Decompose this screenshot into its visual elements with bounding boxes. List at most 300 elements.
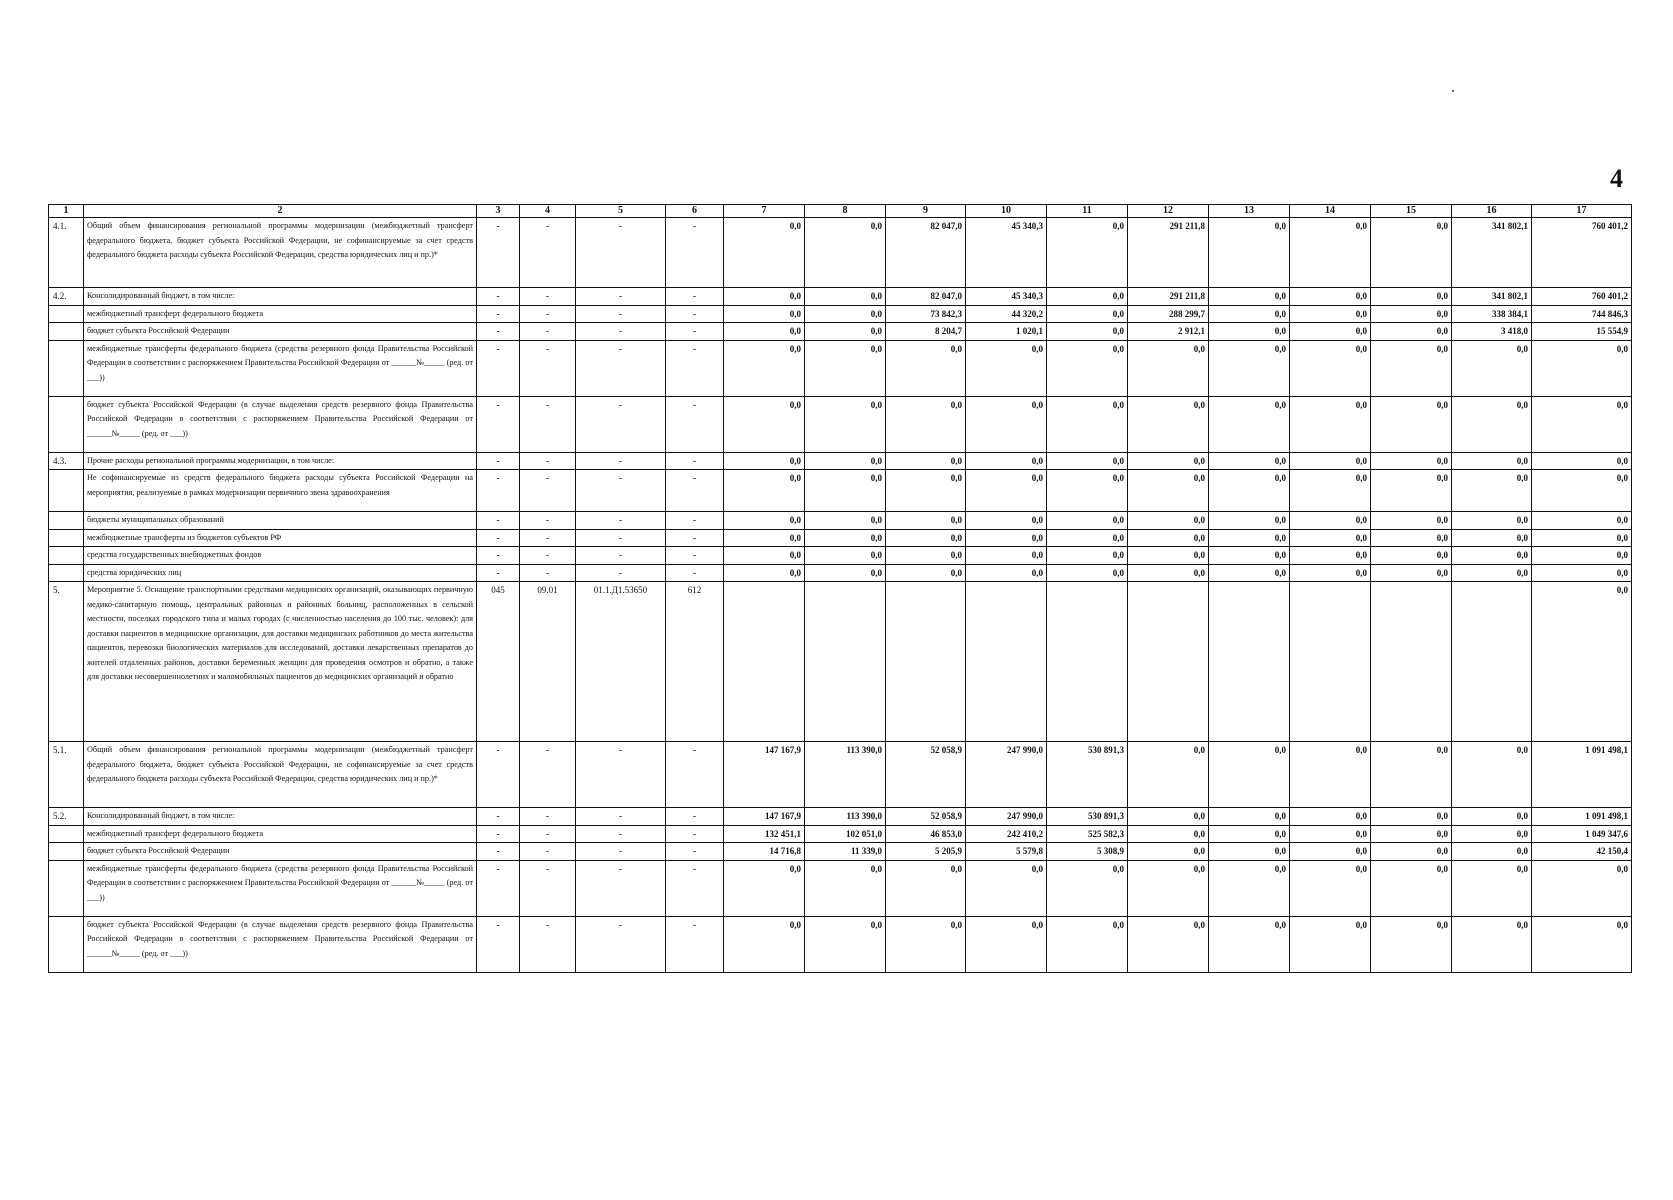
column-header-11: 11 (1047, 205, 1128, 218)
value-cell-col-7 (724, 582, 805, 742)
value-cell-col-10 (966, 582, 1047, 742)
row-index (49, 529, 84, 547)
value-cell-col-10: 0,0 (966, 340, 1047, 396)
value-cell-col-17: 1 091 498,1 (1532, 808, 1632, 826)
value-cell-col-14: 0,0 (1290, 808, 1371, 826)
value-cell-col-8: 0,0 (805, 340, 886, 396)
column-header-7: 7 (724, 205, 805, 218)
value-cell-col-11: 0,0 (1047, 340, 1128, 396)
target-article-cell: - (576, 742, 666, 808)
value-cell-col-15: 0,0 (1371, 742, 1452, 808)
value-cell-col-13: 0,0 (1209, 547, 1290, 565)
column-header-4: 4 (520, 205, 576, 218)
section-cell: - (520, 843, 576, 861)
column-header-1: 1 (49, 205, 84, 218)
value-cell-col-12: 0,0 (1128, 529, 1209, 547)
section-cell: - (520, 340, 576, 396)
target-article-cell: - (576, 452, 666, 470)
expense-type-cell: - (666, 529, 724, 547)
scan-speck (1452, 90, 1454, 92)
value-cell-col-11: 0,0 (1047, 512, 1128, 530)
value-cell-col-13: 0,0 (1209, 340, 1290, 396)
value-cell-col-10: 0,0 (966, 916, 1047, 972)
value-cell-col-9: 82 047,0 (886, 288, 966, 306)
value-cell-col-8: 0,0 (805, 529, 886, 547)
target-article-cell: - (576, 340, 666, 396)
section-cell: - (520, 529, 576, 547)
value-cell-col-12: 288 299,7 (1128, 305, 1209, 323)
value-cell-col-17: 42 150,4 (1532, 843, 1632, 861)
value-cell-col-15: 0,0 (1371, 843, 1452, 861)
grbs-cell: - (477, 808, 520, 826)
value-cell-col-8: 113 390,0 (805, 808, 886, 826)
value-cell-col-11: 0,0 (1047, 452, 1128, 470)
table-row (49, 529, 1632, 547)
value-cell-col-10: 45 340,3 (966, 218, 1047, 288)
column-header-8: 8 (805, 205, 886, 218)
value-cell-col-10: 0,0 (966, 512, 1047, 530)
row-index: 4.3. (49, 452, 84, 470)
section-cell: - (520, 916, 576, 972)
value-cell-col-16: 0,0 (1452, 529, 1532, 547)
value-cell-col-8: 0,0 (805, 512, 886, 530)
expense-type-cell: - (666, 564, 724, 582)
expense-type-cell: - (666, 452, 724, 470)
value-cell-col-8: 0,0 (805, 305, 886, 323)
value-cell-col-7: 0,0 (724, 860, 805, 916)
row-description: средства юридических лиц (84, 564, 477, 582)
value-cell-col-13: 0,0 (1209, 529, 1290, 547)
value-cell-col-12: 0,0 (1128, 916, 1209, 972)
grbs-cell: - (477, 396, 520, 452)
value-cell-col-7: 0,0 (724, 529, 805, 547)
column-header-17: 17 (1532, 205, 1632, 218)
expense-type-cell: - (666, 825, 724, 843)
row-index: 4.2. (49, 288, 84, 306)
value-cell-col-8: 0,0 (805, 564, 886, 582)
value-cell-col-14: 0,0 (1290, 512, 1371, 530)
section-cell: - (520, 825, 576, 843)
value-cell-col-9: 0,0 (886, 916, 966, 972)
grbs-cell: - (477, 323, 520, 341)
value-cell-col-9: 0,0 (886, 512, 966, 530)
value-cell-col-11: 0,0 (1047, 529, 1128, 547)
column-header-14: 14 (1290, 205, 1371, 218)
value-cell-col-14: 0,0 (1290, 305, 1371, 323)
value-cell-col-16: 0,0 (1452, 860, 1532, 916)
value-cell-col-14: 0,0 (1290, 470, 1371, 512)
value-cell-col-17: 744 846,3 (1532, 305, 1632, 323)
value-cell-col-7: 0,0 (724, 340, 805, 396)
value-cell-col-9: 5 205,9 (886, 843, 966, 861)
row-index (49, 323, 84, 341)
value-cell-col-13: 0,0 (1209, 512, 1290, 530)
value-cell-col-9: 52 058,9 (886, 808, 966, 826)
value-cell-col-12: 0,0 (1128, 825, 1209, 843)
value-cell-col-9: 8 204,7 (886, 323, 966, 341)
value-cell-col-8 (805, 582, 886, 742)
target-article-cell: - (576, 218, 666, 288)
row-description: межбюджетные трансферты федерального бюджета (средства резервного фонда Правительства Российской Федерации в соответствии с распоряжением Правительства Российской Федерации от ______№_____ (ред. от ___)) (84, 860, 477, 916)
value-cell-col-10: 0,0 (966, 452, 1047, 470)
value-cell-col-7: 0,0 (724, 512, 805, 530)
value-cell-col-13: 0,0 (1209, 305, 1290, 323)
row-description: бюджет субъекта Российской Федерации (84, 843, 477, 861)
value-cell-col-17: 0,0 (1532, 916, 1632, 972)
value-cell-col-11: 530 891,3 (1047, 808, 1128, 826)
value-cell-col-9: 0,0 (886, 396, 966, 452)
value-cell-col-10: 0,0 (966, 529, 1047, 547)
value-cell-col-9: 0,0 (886, 452, 966, 470)
value-cell-col-17: 760 401,2 (1532, 288, 1632, 306)
value-cell-col-14: 0,0 (1290, 340, 1371, 396)
value-cell-col-13: 0,0 (1209, 452, 1290, 470)
row-index (49, 396, 84, 452)
value-cell-col-17: 760 401,2 (1532, 218, 1632, 288)
value-cell-col-11: 0,0 (1047, 470, 1128, 512)
value-cell-col-12: 0,0 (1128, 808, 1209, 826)
value-cell-col-12: 2 912,1 (1128, 323, 1209, 341)
value-cell-col-10: 0,0 (966, 396, 1047, 452)
section-cell: - (520, 808, 576, 826)
table-row (49, 305, 1632, 323)
column-header-9: 9 (886, 205, 966, 218)
value-cell-col-13: 0,0 (1209, 843, 1290, 861)
section-cell: - (520, 860, 576, 916)
expense-type-cell: - (666, 547, 724, 565)
value-cell-col-17: 0,0 (1532, 470, 1632, 512)
row-description: бюджет субъекта Российской Федерации (в случае выделения средств резервного фонда Правительства Российской Федерации в соответствии с распоряжением Правительства Российской Федерации от ______№_____ (ред. от ___)) (84, 916, 477, 972)
row-index: 4.1. (49, 218, 84, 288)
value-cell-col-16: 0,0 (1452, 916, 1532, 972)
column-header-10: 10 (966, 205, 1047, 218)
column-header-12: 12 (1128, 205, 1209, 218)
table-row (49, 916, 1632, 972)
value-cell-col-10: 0,0 (966, 564, 1047, 582)
row-index: 5.2. (49, 808, 84, 826)
value-cell-col-17: 1 091 498,1 (1532, 742, 1632, 808)
value-cell-col-17: 0,0 (1532, 547, 1632, 565)
value-cell-col-17: 0,0 (1532, 396, 1632, 452)
value-cell-col-12: 0,0 (1128, 452, 1209, 470)
section-cell: - (520, 742, 576, 808)
value-cell-col-14: 0,0 (1290, 742, 1371, 808)
value-cell-col-14: 0,0 (1290, 843, 1371, 861)
value-cell-col-9: 0,0 (886, 340, 966, 396)
column-header-15: 15 (1371, 205, 1452, 218)
row-description: межбюджетный трансферт федерального бюджета (84, 305, 477, 323)
row-index (49, 512, 84, 530)
value-cell-col-11: 0,0 (1047, 323, 1128, 341)
value-cell-col-10: 247 990,0 (966, 808, 1047, 826)
value-cell-col-15: 0,0 (1371, 860, 1452, 916)
value-cell-col-11: 0,0 (1047, 288, 1128, 306)
value-cell-col-11: 0,0 (1047, 218, 1128, 288)
value-cell-col-9: 82 047,0 (886, 218, 966, 288)
value-cell-col-15: 0,0 (1371, 288, 1452, 306)
target-article-cell: - (576, 512, 666, 530)
expense-type-cell: - (666, 218, 724, 288)
value-cell-col-17: 0,0 (1532, 512, 1632, 530)
table-row (49, 582, 1632, 742)
value-cell-col-15: 0,0 (1371, 512, 1452, 530)
value-cell-col-8: 0,0 (805, 218, 886, 288)
target-article-cell: - (576, 860, 666, 916)
value-cell-col-8: 11 339,0 (805, 843, 886, 861)
target-article-cell: - (576, 305, 666, 323)
value-cell-col-16: 0,0 (1452, 396, 1532, 452)
value-cell-col-7: 0,0 (724, 323, 805, 341)
value-cell-col-16: 338 384,1 (1452, 305, 1532, 323)
table-row (49, 742, 1632, 808)
value-cell-col-13: 0,0 (1209, 564, 1290, 582)
value-cell-col-16 (1452, 582, 1532, 742)
value-cell-col-8: 0,0 (805, 547, 886, 565)
section-cell: - (520, 547, 576, 565)
value-cell-col-13: 0,0 (1209, 470, 1290, 512)
row-description: межбюджетные трансферты федерального бюджета (средства резервного фонда Правительства Российской Федерации в соответствии с распоряжением Правительства Российской Федерации от ______№_____ (ред. от ___)) (84, 340, 477, 396)
table-row (49, 564, 1632, 582)
value-cell-col-17: 0,0 (1532, 860, 1632, 916)
value-cell-col-9: 0,0 (886, 860, 966, 916)
target-article-cell: - (576, 808, 666, 826)
section-cell: - (520, 218, 576, 288)
grbs-cell: - (477, 512, 520, 530)
row-description: Прочие расходы региональной программы модернизации, в том числе: (84, 452, 477, 470)
value-cell-col-8: 0,0 (805, 452, 886, 470)
expense-type-cell: - (666, 340, 724, 396)
target-article-cell: - (576, 843, 666, 861)
section-cell: 09.01 (520, 582, 576, 742)
value-cell-col-12: 0,0 (1128, 512, 1209, 530)
value-cell-col-9: 0,0 (886, 564, 966, 582)
value-cell-col-15: 0,0 (1371, 218, 1452, 288)
header-row (49, 205, 1632, 218)
table-row (49, 396, 1632, 452)
column-header-13: 13 (1209, 205, 1290, 218)
value-cell-col-7: 0,0 (724, 218, 805, 288)
row-description: Не софинансируемые из средств федерального бюджета расходы субъекта Российской Федерации на мероприятия, реализуемые в рамках модернизации первичного звена здравоохранения (84, 470, 477, 512)
value-cell-col-14: 0,0 (1290, 916, 1371, 972)
expense-type-cell: - (666, 916, 724, 972)
value-cell-col-12 (1128, 582, 1209, 742)
value-cell-col-17: 0,0 (1532, 564, 1632, 582)
expense-type-cell: - (666, 843, 724, 861)
table-row (49, 470, 1632, 512)
expense-type-cell: - (666, 808, 724, 826)
section-cell: - (520, 512, 576, 530)
row-index (49, 564, 84, 582)
table-row (49, 512, 1632, 530)
target-article-cell: - (576, 564, 666, 582)
row-index (49, 916, 84, 972)
value-cell-col-9 (886, 582, 966, 742)
table-row (49, 323, 1632, 341)
expense-type-cell: - (666, 470, 724, 512)
row-description: бюджет субъекта Российской Федерации (84, 323, 477, 341)
target-article-cell: - (576, 396, 666, 452)
value-cell-col-10: 242 410,2 (966, 825, 1047, 843)
value-cell-col-8: 102 051,0 (805, 825, 886, 843)
row-description: Общий объем финансирования региональной программы модернизации (межбюджетный трансферт федерального бюджета, бюджет субъекта Российской Федерации, не софинансируемые за счет средств федерального бюджета расходы субъекта Российской Федерации, средства юридических лиц и пр.)* (84, 218, 477, 288)
value-cell-col-12: 0,0 (1128, 843, 1209, 861)
row-index: 5. (49, 582, 84, 742)
grbs-cell: - (477, 470, 520, 512)
expense-type-cell: - (666, 396, 724, 452)
grbs-cell: - (477, 547, 520, 565)
value-cell-col-15: 0,0 (1371, 470, 1452, 512)
value-cell-col-7: 0,0 (724, 305, 805, 323)
value-cell-col-15: 0,0 (1371, 396, 1452, 452)
value-cell-col-12: 0,0 (1128, 742, 1209, 808)
value-cell-col-14: 0,0 (1290, 860, 1371, 916)
value-cell-col-14: 0,0 (1290, 288, 1371, 306)
page-number: 4 (1610, 164, 1623, 193)
value-cell-col-12: 0,0 (1128, 564, 1209, 582)
value-cell-col-12: 0,0 (1128, 470, 1209, 512)
value-cell-col-13: 0,0 (1209, 916, 1290, 972)
value-cell-col-7: 132 451,1 (724, 825, 805, 843)
value-cell-col-7: 0,0 (724, 470, 805, 512)
value-cell-col-7: 14 716,8 (724, 843, 805, 861)
grbs-cell: - (477, 288, 520, 306)
table-body (49, 218, 1632, 973)
value-cell-col-8: 0,0 (805, 470, 886, 512)
section-cell: - (520, 470, 576, 512)
value-cell-col-13: 0,0 (1209, 860, 1290, 916)
value-cell-col-17: 15 554,9 (1532, 323, 1632, 341)
grbs-cell: - (477, 825, 520, 843)
value-cell-col-11 (1047, 582, 1128, 742)
row-index (49, 470, 84, 512)
value-cell-col-11: 525 582,3 (1047, 825, 1128, 843)
section-cell: - (520, 396, 576, 452)
value-cell-col-15: 0,0 (1371, 825, 1452, 843)
value-cell-col-9: 73 842,3 (886, 305, 966, 323)
row-description: межбюджетный трансферт федерального бюджета (84, 825, 477, 843)
value-cell-col-11: 0,0 (1047, 396, 1128, 452)
value-cell-col-8: 0,0 (805, 860, 886, 916)
column-header-3: 3 (477, 205, 520, 218)
value-cell-col-10: 45 340,3 (966, 288, 1047, 306)
expense-type-cell: - (666, 323, 724, 341)
value-cell-col-16: 0,0 (1452, 547, 1532, 565)
value-cell-col-13 (1209, 582, 1290, 742)
value-cell-col-10: 0,0 (966, 470, 1047, 512)
value-cell-col-8: 0,0 (805, 396, 886, 452)
value-cell-col-7: 0,0 (724, 564, 805, 582)
value-cell-col-17: 1 049 347,6 (1532, 825, 1632, 843)
value-cell-col-16: 0,0 (1452, 742, 1532, 808)
grbs-cell: - (477, 843, 520, 861)
value-cell-col-8: 0,0 (805, 288, 886, 306)
value-cell-col-13: 0,0 (1209, 218, 1290, 288)
value-cell-col-13: 0,0 (1209, 825, 1290, 843)
value-cell-col-10: 44 320,2 (966, 305, 1047, 323)
row-description: бюджеты муниципальных образований (84, 512, 477, 530)
target-article-cell: - (576, 547, 666, 565)
row-description: бюджет субъекта Российской Федерации (в случае выделения средств резервного фонда Правительства Российской Федерации в соответствии с распоряжением Правительства Российской Федерации от ______№_____ (ред. от ___)) (84, 396, 477, 452)
value-cell-col-17: 0,0 (1532, 529, 1632, 547)
column-header-5: 5 (576, 205, 666, 218)
row-index (49, 340, 84, 396)
value-cell-col-14: 0,0 (1290, 323, 1371, 341)
grbs-cell: - (477, 340, 520, 396)
value-cell-col-10: 5 579,8 (966, 843, 1047, 861)
value-cell-col-7: 0,0 (724, 452, 805, 470)
target-article-cell: - (576, 470, 666, 512)
value-cell-col-14: 0,0 (1290, 218, 1371, 288)
section-cell: - (520, 288, 576, 306)
value-cell-col-16: 0,0 (1452, 470, 1532, 512)
value-cell-col-14: 0,0 (1290, 396, 1371, 452)
target-article-cell: - (576, 916, 666, 972)
table-row (49, 340, 1632, 396)
row-description: средства государственных внебюджетных фондов (84, 547, 477, 565)
section-cell: - (520, 305, 576, 323)
row-description: Консолидированный бюджет, в том числе: (84, 288, 477, 306)
value-cell-col-15: 0,0 (1371, 529, 1452, 547)
value-cell-col-7: 0,0 (724, 547, 805, 565)
row-index (49, 825, 84, 843)
value-cell-col-16: 3 418,0 (1452, 323, 1532, 341)
value-cell-col-16: 341 802,1 (1452, 288, 1532, 306)
table-row (49, 547, 1632, 565)
value-cell-col-16: 0,0 (1452, 808, 1532, 826)
value-cell-col-16: 0,0 (1452, 564, 1532, 582)
row-index (49, 843, 84, 861)
value-cell-col-14: 0,0 (1290, 825, 1371, 843)
value-cell-col-13: 0,0 (1209, 323, 1290, 341)
value-cell-col-7: 0,0 (724, 396, 805, 452)
value-cell-col-11: 0,0 (1047, 564, 1128, 582)
value-cell-col-15: 0,0 (1371, 564, 1452, 582)
section-cell: - (520, 323, 576, 341)
grbs-cell: - (477, 305, 520, 323)
value-cell-col-10: 1 020,1 (966, 323, 1047, 341)
value-cell-col-13: 0,0 (1209, 742, 1290, 808)
value-cell-col-12: 291 211,8 (1128, 288, 1209, 306)
expense-type-cell: - (666, 742, 724, 808)
column-header-6: 6 (666, 205, 724, 218)
financing-table (48, 204, 1632, 973)
value-cell-col-16: 0,0 (1452, 843, 1532, 861)
table-row (49, 808, 1632, 826)
table-row (49, 218, 1632, 288)
value-cell-col-14: 0,0 (1290, 529, 1371, 547)
grbs-cell: - (477, 218, 520, 288)
value-cell-col-7: 0,0 (724, 916, 805, 972)
value-cell-col-14 (1290, 582, 1371, 742)
value-cell-col-12: 0,0 (1128, 547, 1209, 565)
value-cell-col-9: 0,0 (886, 547, 966, 565)
value-cell-col-12: 0,0 (1128, 340, 1209, 396)
value-cell-col-12: 0,0 (1128, 396, 1209, 452)
value-cell-col-11: 0,0 (1047, 547, 1128, 565)
row-description: Консолидированный бюджет, в том числе: (84, 808, 477, 826)
target-article-cell: - (576, 529, 666, 547)
value-cell-col-15: 0,0 (1371, 547, 1452, 565)
value-cell-col-17: 0,0 (1532, 340, 1632, 396)
row-index: 5.1. (49, 742, 84, 808)
row-index (49, 860, 84, 916)
target-article-cell: - (576, 323, 666, 341)
value-cell-col-11: 0,0 (1047, 860, 1128, 916)
grbs-cell: - (477, 916, 520, 972)
value-cell-col-16: 0,0 (1452, 825, 1532, 843)
value-cell-col-14: 0,0 (1290, 452, 1371, 470)
value-cell-col-13: 0,0 (1209, 396, 1290, 452)
